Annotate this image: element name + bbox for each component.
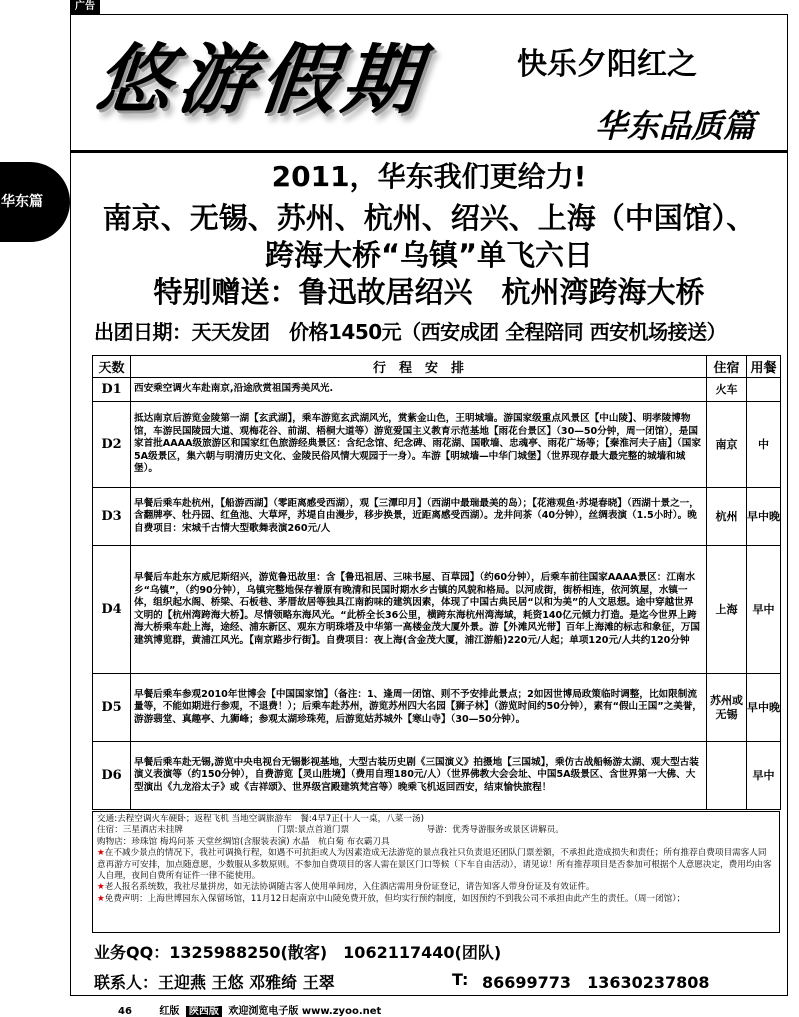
table-row	[93, 546, 781, 674]
itinerary-cell: 抵达南京后游览金陵第一湖【玄武湖】，乘车游览玄武湖风光，赏紫金山色，王明城墙。游国家级重点风景区【中山陵】、明孝陵博物馆，车游民国陵园大道、观梅花谷、前湖、梧桐大道等）游览爱国主义教育示范基地【雨花台景区】（30—50分钟，周一闭馆），是国家首批AAAA级旅游区和国家红色旅游经典景区：含纪念馆、纪念碑、雨花湖、国歌墙、忠魂亭、雨花广场等；【秦淮河夫子庙】（国家5A级景区，集六朝与明清历史文化、金陵民俗风情大观园于一身）。车游【明城墙—中华门城堡】（世界现存最大最完整的城墙和城堡）。	[131, 402, 707, 488]
stay-cell: 南京	[707, 402, 747, 488]
col-header-itinerary: 行 程 安 排	[131, 356, 707, 378]
notes-section	[92, 811, 780, 933]
footer-slogan: 欢迎浏览电子版	[228, 1006, 299, 1017]
note-line: 住宿：三星酒店未挂牌 门票:景点首道门票 导游：优秀导游服务或景区讲解员。	[97, 825, 564, 836]
header-divider	[71, 150, 787, 153]
itinerary-cell: 西安乘空调火车赴南京,沿途欣赏祖国秀美风光.	[131, 378, 707, 402]
ad-tag: 广告	[70, 0, 100, 14]
table-row	[93, 488, 781, 546]
itinerary-cell: 早餐后乘车赴杭州，【船游西湖】（零距离感受西湖），观【三潭印月】（西湖中最瑞最美的岛）；【花港观鱼·苏堤春晓】（西湖十景之一，含翻牌亭、牡丹园、红鱼池、大草坪，苏堤自由漫步，移步换景，近距离感受西湖）。龙井问茶（40分钟），丝绸表演（1.5小时）。晚自费项目：宋城千古情大型歌舞表演260元/人	[131, 488, 707, 546]
qq-label: 业务QQ：	[94, 943, 170, 962]
table-row	[93, 674, 781, 742]
meal-cell: 早中晚	[747, 488, 781, 546]
star-icon: ★	[97, 848, 105, 859]
note-line: 交通:去程空调火车硬卧；返程飞机 当地空调旅游车 餐:4早7正(十人一桌，八菜一汤)	[97, 814, 424, 824]
footer-url: www.zyoo.net	[301, 1006, 382, 1017]
meal-cell	[747, 378, 781, 402]
headline-cities: 南京、无锡、苏州、杭州、绍兴、上海（中国馆）、	[102, 201, 756, 235]
star-icon: ★	[97, 882, 105, 893]
stay-cell: 火车	[707, 378, 747, 402]
day-cell: D1	[93, 378, 131, 402]
qq-contact	[94, 940, 501, 963]
page-number: 46	[118, 1006, 132, 1017]
col-header-stay: 住宿	[707, 356, 747, 378]
day-cell: D6	[93, 742, 131, 810]
itinerary-cell: 早餐后乘车赴无锡,游览中央电视台无锡影视基地，大型古装历史剧《三国演义》拍摄地【三国城】，乘仿古战船畅游太湖、观大型古装演义表演等（约150分钟），自费游览【灵山胜境】（费用自理180元/人）（世界佛教大会会址、中国5A级景区、含世界第一大佛、大型演出《九龙浴太子》或《吉祥颂》、世界级宫殿建筑梵宫等）晚乘飞机返回西安，结束愉快旅程！	[131, 742, 707, 810]
headline-route: 跨海大桥“乌镇”单飞六日	[264, 238, 594, 272]
note-line	[97, 894, 775, 905]
header-subtitle-1: 快乐夕阳红之	[517, 47, 697, 82]
table-row	[93, 378, 781, 402]
table-row	[93, 402, 781, 488]
person-contact	[94, 970, 335, 993]
day-cell: D4	[93, 546, 131, 674]
person-names: 王迎燕 王悠 邓雅绮 王翠	[158, 973, 335, 992]
stay-cell	[707, 742, 747, 810]
meal-cell: 中	[747, 402, 781, 488]
meal-cell: 早中晚	[747, 674, 781, 742]
itinerary-cell: 早餐后乘车参观2010年世博会【中国国家馆】（备注：1、逢周一闭馆、则不予安排此景点；2如因世博局政策临时调整，比如限制流量等，不能如期进行参观，不退费！）；后乘车赴苏州，游览苏州四大名园【狮子林】（游览时间约50分钟），素有“假山王国”之美誉，游游翡堂、真趣亭、九狮峰；参观太湖珍珠苑，后游览姑苏城外【寒山寺】（30—50分钟）。	[131, 674, 707, 742]
stay-cell: 上海	[707, 546, 747, 674]
table-row	[93, 742, 781, 810]
note-text: 在不减少景点的情况下，我社可调换行程，如遇不可抗拒或人为因素造成无法游览的景点我社只负责退还团队门票差额，不承担此造成损失和责任；所有推荐自费项目需客人同意再游方可安排，加点随意愿，少数服从多数原则。不参加自费项目的客人需在景区门口等候（下车自由活动），请见谅！所有推荐项目是否参加可根据个人意愿决定，费用均由客人自理，夜间自费所有证件一律不能使用。	[97, 848, 772, 882]
paper-logo: 陕西版	[186, 1006, 222, 1017]
headline-year: 2011，华东我们更给力!	[271, 160, 587, 193]
note-text: 免费声明：上海世博园东入保留场馆，11月12日起南京中山陵免费开放，但均实行预约制度，如因预约不到我公司不承担由此产生的责任。（周一闭馆）；	[104, 893, 686, 904]
star-icon: ★	[97, 893, 105, 904]
day-cell: D2	[93, 402, 131, 488]
day-cell: D3	[93, 488, 131, 546]
note-line: 购物店：珍珠馆 梅坞问茶 天堂丝绸馆(含服装表演) 水晶 杭白菊 布衣霸刀具	[97, 836, 390, 847]
table-header-row	[93, 356, 781, 378]
itinerary-table	[92, 355, 781, 810]
col-header-day: 天数	[93, 356, 131, 378]
page-header	[71, 15, 787, 147]
meal-cell: 早中	[747, 742, 781, 810]
departure-price: 出团日期：天天发团 价格1450元（西安成团 全程陪同 西安机场接送）	[94, 320, 727, 344]
person-label: 联系人：	[94, 973, 159, 992]
tel-label: T:	[452, 970, 469, 989]
tel-numbers: 86699773 13630237808	[482, 973, 710, 992]
note-text: 老人报名系统数，我社尽量拼房，如无法协调随古客人使用单间房，入住酒店需用身份证登记，请告知客人带身份证及有效证件。	[104, 882, 595, 893]
qq-values: 1325988250(散客) 1062117440(团队)	[169, 943, 502, 962]
col-header-meal: 用餐	[747, 356, 781, 378]
note-line	[97, 882, 775, 893]
header-subtitle-2: 华东品质篇	[595, 107, 756, 145]
brand-title: 悠游假期	[91, 35, 430, 124]
headline-gift: 特别赠送：鲁迅故居绍兴 杭州湾跨海大桥	[153, 275, 705, 309]
day-cell: D5	[93, 674, 131, 742]
edition-label: 红版	[159, 1006, 180, 1017]
side-tab-label: 华东篇	[0, 162, 70, 242]
note-line	[97, 848, 775, 882]
meal-cell: 早中	[747, 546, 781, 674]
itinerary-cell: 早餐后车赴东方威尼斯绍兴，游览鲁迅故里：含【鲁迅祖居、三味书屋、百草园】（约60分钟），后乘车前往国家AAAA景区：江南水乡“乌镇”，（约90分钟），乌镇完整地保存着原有晚清和民国时期水乡古镇的风貌和格局。以河成街，街桥相连，依河筑屋，水镇一体，组织起水阁、桥梁、石板巷、茅厝故居等独具江南韵味的建筑因素，体现了中国古典民居“以和为美”的人文思想。途中穿越世界文明的【杭州湾跨海大桥】。尽情领略东海风光。“此桥全长36公里，横跨东海杭州湾海域，耗资140亿元倾力打造。是迄今世界上跨海大桥乘车赴上海，途经、浦东新区、观东方明珠塔及中华第一高楼金茂大厦外景。游【外滩风光带】百年上海滩的标志和象征，万国建筑博览群，黄浦江风光。【南京路步行街】。自费项目：夜上海(含金茂大厦，浦江游船)220元/人起；单项120元/人共约120分钟	[131, 546, 707, 674]
stay-cell: 杭州	[707, 488, 747, 546]
stay-cell: 苏州或无锡	[707, 674, 747, 742]
page-footer	[118, 1002, 381, 1017]
